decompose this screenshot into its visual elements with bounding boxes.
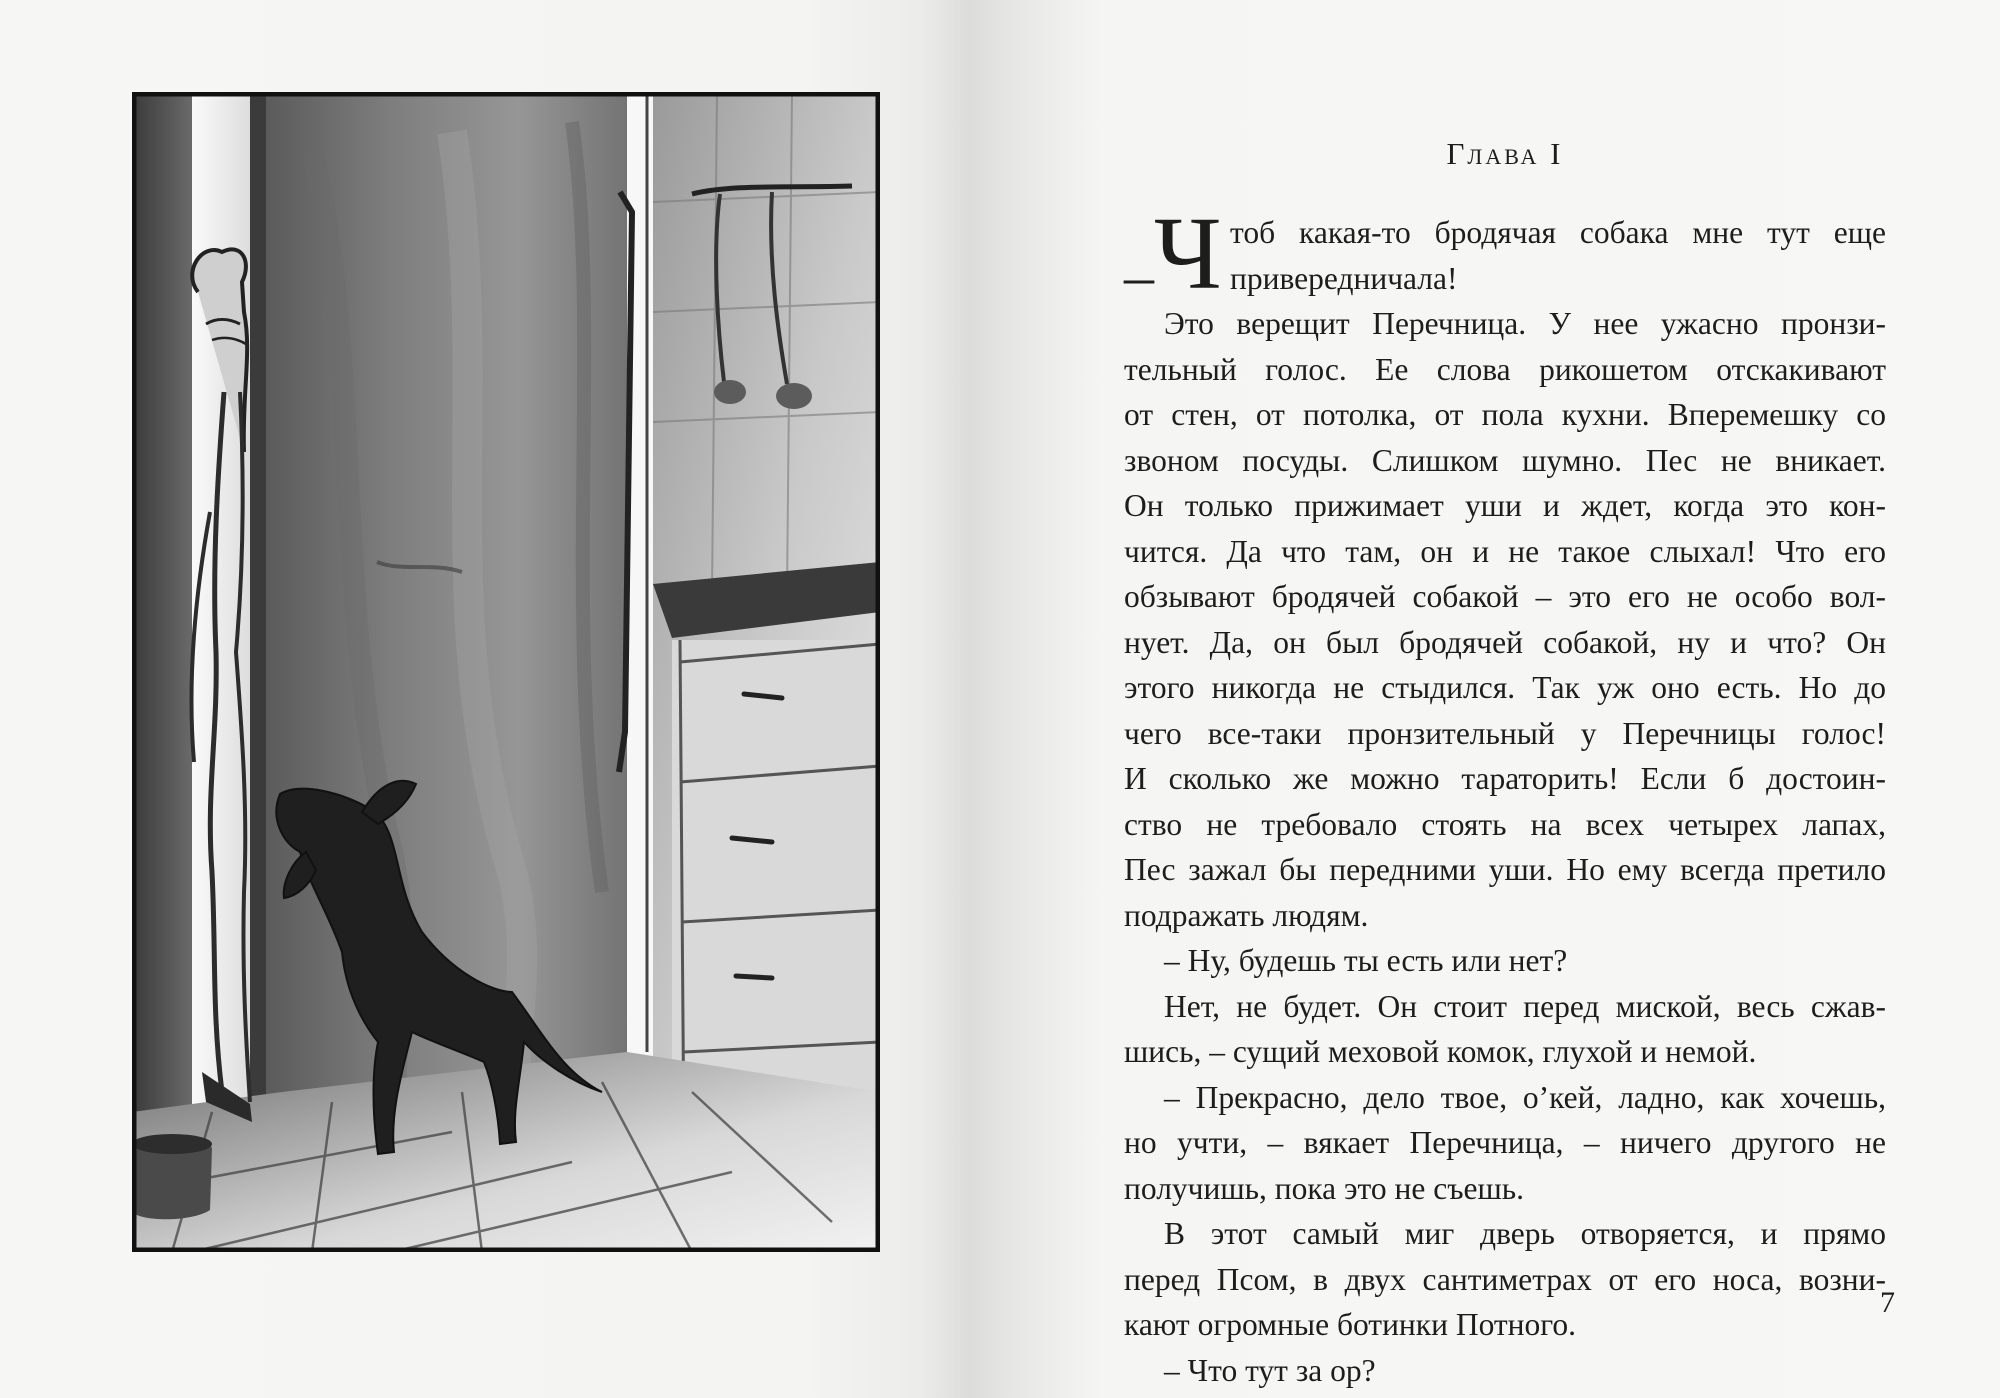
text-line-19: шись, – сущий меховой комок, глухой и немой. bbox=[1124, 1034, 1757, 1069]
text-line-20: – Прекрасно, дело твое, о’кей, ладно, как хочешь, bbox=[1164, 1079, 1886, 1115]
text-line-13: И сколько же можно тараторить! Если б достоин- bbox=[1124, 761, 1886, 796]
text-line-15: Пес зажал бы передними уши. Но ему всегда претило bbox=[1124, 852, 1886, 887]
text-line-16: подражать людям. bbox=[1124, 897, 1369, 933]
text-line-1: –Ч тоб какая-то бродячая собака мне тут еще bbox=[1124, 196, 1886, 311]
text-line-11: этого никогда не стыдился. Так уж оно есть. Но до bbox=[1124, 670, 1886, 705]
chapter-title: Глава I bbox=[1446, 136, 1564, 171]
illustration bbox=[132, 92, 880, 1252]
text-line-14: ство не требовало стоять на всех четырех лапах, bbox=[1124, 806, 1886, 842]
text-line-2: привередничала! bbox=[1230, 260, 1458, 296]
text-line-12: чего все-таки пронзительный у Перечницы голос! bbox=[1124, 715, 1886, 751]
left-page bbox=[0, 0, 960, 1398]
ink-drawing bbox=[132, 92, 880, 1252]
text-line-10: нует. Да, он был бродячей собакой, ну и что? Он bbox=[1124, 624, 1886, 660]
right-page bbox=[1000, 0, 2000, 1398]
text-line-9: обзывают бродячей собакой – это его не особо вол- bbox=[1124, 579, 1886, 614]
text-line-17: – Ну, будешь ты есть или нет? bbox=[1164, 943, 1568, 978]
text-line-6: звоном посуды. Слишком шумно. Пес не вникает. bbox=[1124, 442, 1886, 478]
text-line-3: Это верещит Перечница. У нее ужасно пронзи- bbox=[1164, 306, 1886, 341]
drop-cap-letter: Ч bbox=[1154, 196, 1222, 311]
lead-dash: – bbox=[1124, 243, 1154, 309]
text-line-4: тельный голос. Ее слова рикошетом отскакивают bbox=[1124, 351, 1886, 387]
text-line-22: получишь, пока это не съешь. bbox=[1124, 1170, 1524, 1206]
text-line-26: – Что тут за ор? bbox=[1164, 1352, 1376, 1388]
text-line-23: В этот самый миг дверь отворяется, и прямо bbox=[1164, 1216, 1886, 1251]
page-number: 7 bbox=[1880, 1286, 1895, 1319]
text-line-18: Нет, не будет. Он стоит перед миской, весь сжав- bbox=[1164, 988, 1886, 1024]
text-line-21: но учти, – вякает Перечница, – ничего другого не bbox=[1124, 1125, 1886, 1160]
body-text bbox=[1124, 196, 1886, 1393]
text-line-25: кают огромные ботинки Потного. bbox=[1124, 1307, 1577, 1342]
text-line-24: перед Псом, в двух сантиметрах от его носа, возни- bbox=[1124, 1261, 1886, 1297]
text-line-8: чится. Да что там, он и не такое слыхал! Что его bbox=[1124, 533, 1886, 569]
text-line-7: Он только прижимает уши и ждет, когда это кон- bbox=[1124, 488, 1886, 523]
text-line-5: от стен, от потолка, от пола кухни. Вперемешку со bbox=[1124, 397, 1886, 432]
